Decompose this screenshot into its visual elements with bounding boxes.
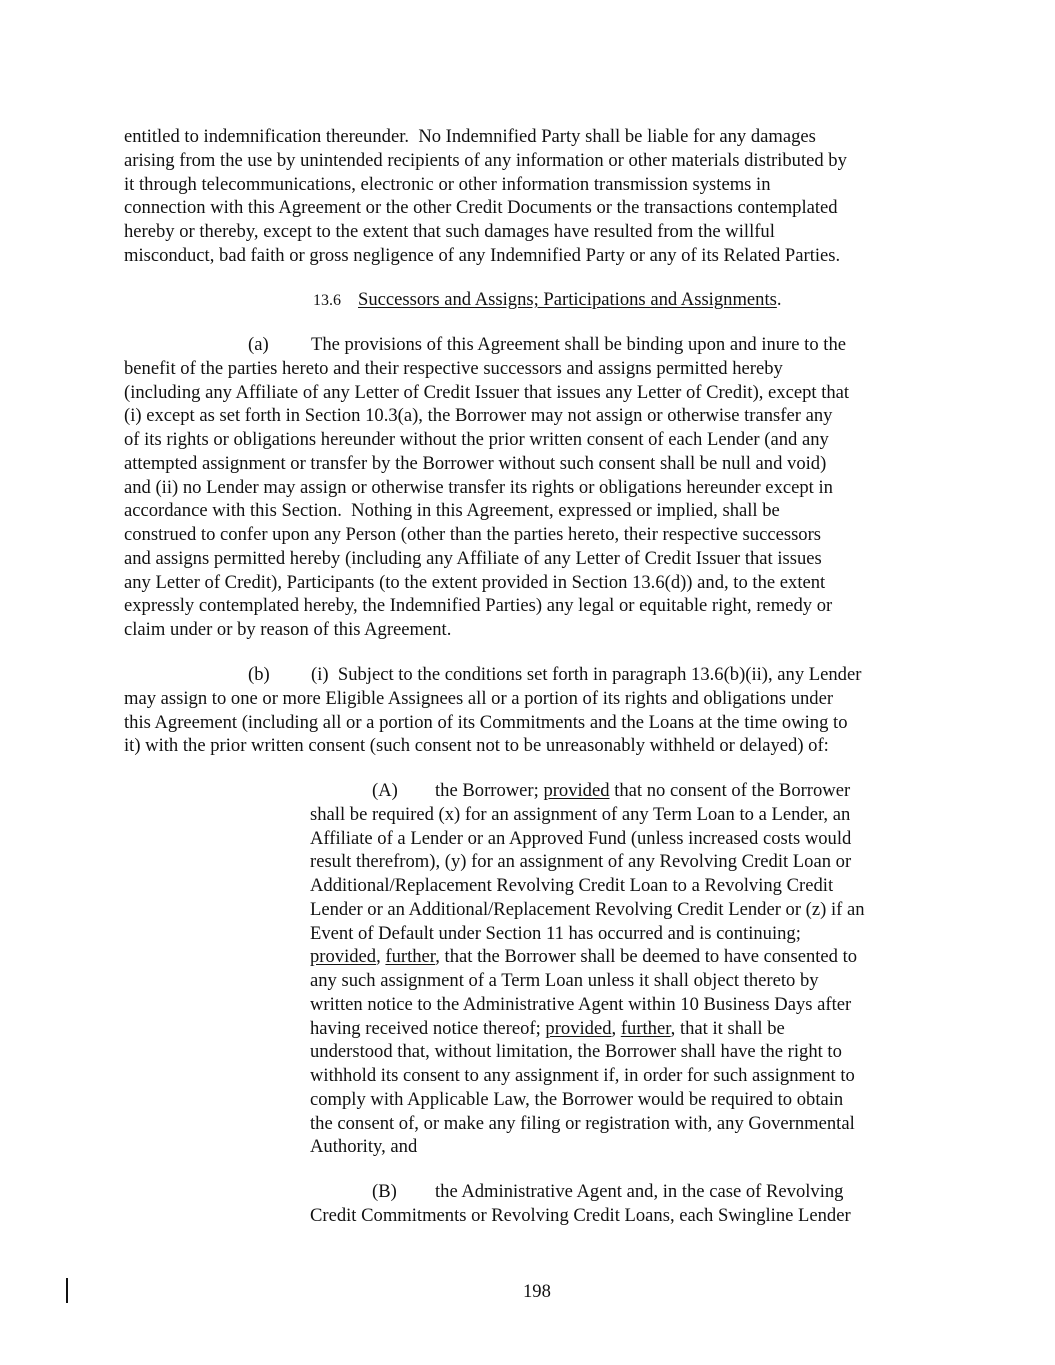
text-segment: hereby or thereby, except to the extent that such damages have resulted from the willful	[124, 221, 775, 242]
text-line	[124, 173, 847, 197]
text-line	[124, 452, 849, 476]
text-segment: construed to confer upon any Person (other than the parties hereto, their respective successors	[124, 524, 822, 545]
page-number: 198	[523, 1281, 551, 1302]
paragraph-b	[124, 663, 861, 758]
text-line	[310, 1180, 851, 1204]
section-title	[341, 289, 777, 310]
underlined-term: provided	[543, 780, 610, 801]
text-line	[310, 1064, 865, 1088]
text-segment: the consent of, or make any filing or registration with, any Governmental	[310, 1112, 855, 1134]
text-segment: having received notice thereof;	[310, 1017, 546, 1039]
text-segment: attempted assignment or transfer by the Borrower without such consent shall be null and void)	[124, 452, 827, 474]
text-segment: written notice to the Administrative Agent within 10 Business Days after	[310, 993, 852, 1015]
text-line	[124, 244, 847, 268]
text-line	[124, 428, 849, 452]
text-segment: Lender or an Additional/Replacement Revolving Credit Lender or (z) if an	[310, 898, 865, 920]
text-segment: misconduct, bad faith or gross negligence of any Indemnified Party or any of its Related Parties.	[124, 244, 841, 266]
paragraph-label: (a)	[248, 334, 269, 355]
text-segment: entitled to indemnification thereunder. No Indemnified Party shall be liable for any damages	[124, 126, 816, 147]
paragraph-label: (b)	[248, 664, 270, 685]
text-line	[310, 1017, 865, 1041]
section-title-text: Successors and Assigns; Participations and Assignments	[358, 289, 777, 310]
text-segment: Credit Commitments or Revolving Credit Loans, each Swingline Lender	[310, 1204, 851, 1226]
text-line	[124, 594, 849, 618]
text-line	[310, 874, 865, 898]
paragraph-a	[124, 333, 849, 642]
text-line	[310, 993, 865, 1017]
text-segment: comply with Applicable Law, the Borrower would be required to obtain	[310, 1088, 844, 1110]
text-segment: (i) except as set forth in Section 10.3(a), the Borrower may not assign or otherwise transfer any	[124, 405, 833, 427]
text-segment: arising from the use by unintended recipients of any information or other materials distributed by	[124, 149, 847, 171]
paragraph-b-A	[310, 779, 865, 1159]
paragraph-continuation	[124, 125, 847, 268]
text-segment: (including any Affiliate of any Letter of Credit Issuer that issues any Letter of Credit), except that	[124, 381, 850, 403]
text-line	[310, 827, 865, 851]
text-segment: (i) Subject to the conditions set forth in paragraph 13.6(b)(ii), any Lender	[311, 664, 862, 685]
text-line	[124, 333, 849, 357]
text-line	[310, 945, 865, 969]
text-segment: may assign to one or more Eligible Assignees all or a portion of its rights and obligations under	[124, 687, 834, 709]
text-segment: any such assignment of a Term Loan unless it shall object thereto by	[310, 970, 819, 991]
text-line	[124, 381, 849, 405]
text-segment: , that the Borrower shall be deemed to have consented to	[435, 946, 858, 968]
text-segment: of its rights or obligations hereunder without the prior written consent of each Lender (and any	[124, 429, 829, 450]
paragraph-label: (B)	[372, 1181, 397, 1202]
text-line	[310, 969, 865, 993]
text-segment: it) with the prior written consent (such consent not to be unreasonably withheld or delayed) of:	[124, 735, 829, 757]
text-segment: and (ii) no Lender may assign or otherwise transfer its rights or obligations hereunder except in	[124, 476, 833, 498]
text-segment: Affiliate of a Lender or an Approved Fund (unless increased costs would	[310, 827, 852, 849]
text-line	[124, 687, 861, 711]
paragraph-label: (A)	[372, 780, 398, 801]
text-line	[124, 357, 849, 381]
text-line	[124, 196, 847, 220]
text-line	[310, 803, 865, 827]
text-segment: Additional/Replacement Revolving Credit Loan to a Revolving Credit	[310, 875, 834, 896]
text-segment: The provisions of this Agreement shall be binding upon and inure to the	[311, 334, 846, 355]
text-segment: and assigns permitted hereby (including any Affiliate of any Letter of Credit Issuer that issues	[124, 547, 822, 569]
text-segment: Authority, and	[310, 1136, 418, 1158]
text-line	[310, 1135, 865, 1159]
section-number: 13.6	[313, 292, 341, 309]
text-line	[124, 523, 849, 547]
section-period: .	[776, 289, 782, 310]
text-line	[310, 922, 865, 946]
text-line	[310, 1088, 865, 1112]
text-line	[310, 1204, 851, 1228]
change-bar	[66, 1278, 68, 1303]
text-segment: this Agreement (including all or a portion of its Commitments and the Loans at the time owing to	[124, 711, 848, 733]
text-line	[124, 547, 849, 571]
text-segment: result therefrom), (y) for an assignment of any Revolving Credit Loan or	[310, 851, 852, 873]
text-segment: it through telecommunications, electronic or other information transmission systems in	[124, 173, 771, 195]
text-segment: shall be required (x) for an assignment of any Term Loan to a Lender, an	[310, 803, 851, 825]
section-heading	[313, 288, 782, 313]
text-line	[124, 618, 849, 642]
text-segment: ,	[611, 1017, 621, 1039]
text-line	[310, 1040, 865, 1064]
text-segment: the Administrative Agent and, in the case of Revolving	[435, 1181, 844, 1202]
text-segment: benefit of the parties hereto and their respective successors and assigns permitted hereby	[124, 357, 783, 379]
paragraph-b-B	[310, 1180, 851, 1228]
text-segment: withhold its consent to any assignment if, in order for such assignment to	[310, 1065, 855, 1086]
text-line	[310, 898, 865, 922]
text-line	[124, 711, 861, 735]
text-segment: the Borrower;	[435, 780, 544, 801]
text-line	[124, 571, 849, 595]
text-segment: connection with this Agreement or the other Credit Documents or the transactions contemplated	[124, 197, 838, 219]
text-segment: expressly contemplated hereby, the Indemnified Parties) any legal or equitable right, remedy or	[124, 595, 833, 617]
text-segment: , that it shall be	[670, 1017, 785, 1039]
text-line	[310, 1112, 865, 1136]
underlined-term: provided	[545, 1017, 612, 1039]
text-line	[124, 663, 861, 687]
text-line	[310, 779, 865, 803]
text-segment: understood that, without limitation, the Borrower shall have the right to	[310, 1041, 842, 1063]
text-segment: accordance with this Section. Nothing in this Agreement, expressed or implied, shall be	[124, 500, 780, 522]
text-line	[124, 220, 847, 244]
text-segment: Event of Default under Section 11 has occurred and is continuing;	[310, 922, 801, 944]
text-segment: that no consent of the Borrower	[609, 780, 851, 801]
text-line	[124, 125, 847, 149]
underlined-term: further	[385, 946, 436, 968]
text-line	[124, 476, 849, 500]
text-line	[124, 404, 849, 428]
text-segment: ,	[376, 946, 386, 968]
text-line	[124, 149, 847, 173]
underlined-term: further	[620, 1017, 671, 1039]
text-segment: any Letter of Credit), Participants (to the extent provided in Section 13.6(d)) and, to the extent	[124, 571, 826, 593]
text-line	[310, 850, 865, 874]
text-line	[124, 734, 861, 758]
underlined-term: provided	[310, 946, 377, 968]
text-line	[124, 499, 849, 523]
text-segment: claim under or by reason of this Agreement.	[124, 619, 452, 640]
